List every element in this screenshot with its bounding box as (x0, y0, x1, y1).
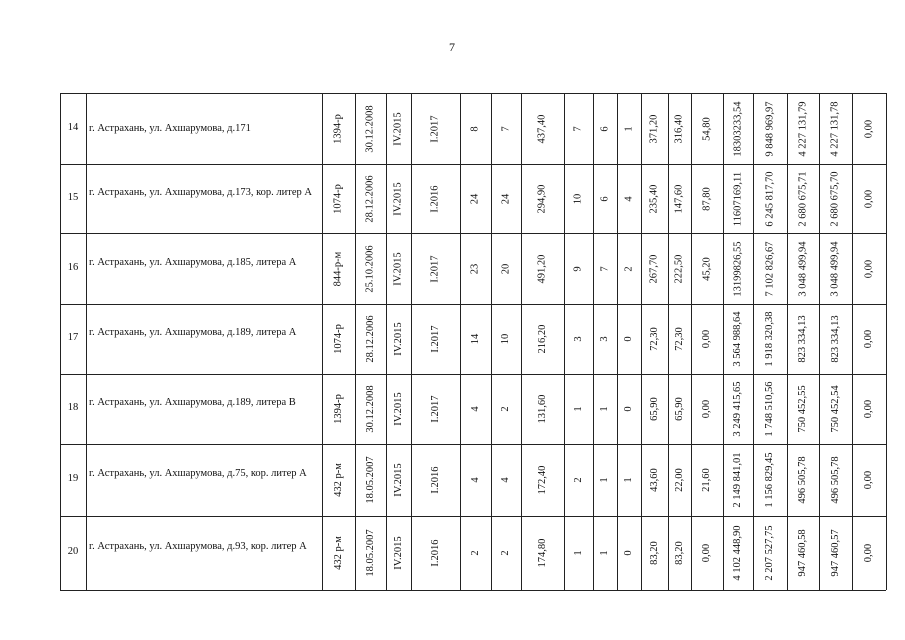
value-cell-a2: 222,50 (673, 254, 685, 283)
value-cell-a3: 54,80 (701, 116, 712, 141)
value-cell-c1: 24 (469, 193, 481, 204)
value-cell-s4: 2 680 675,70 (829, 170, 841, 227)
value-cell-s5: 0,00 (863, 543, 874, 563)
value-cell-s1: 13199826,55 (732, 240, 743, 297)
value-cell-s3: 750 452,55 (797, 385, 808, 433)
value-cell-start: IV.2015 (392, 322, 404, 356)
address-cell: г. Астрахань, ул. Ахшарумова, д.185, литера А (89, 256, 297, 268)
value-cell-a2: 316,40 (673, 114, 685, 143)
value-cell-c2: 4 (500, 477, 511, 483)
value-cell-s2: 1 156 829,45 (764, 452, 775, 508)
address-cell: г. Астрахань, ул. Ахшарумова, д.173, кор. литер А (89, 186, 312, 198)
value-cell-start: IV.2015 (392, 181, 404, 216)
value-cell-r1: 2 (572, 477, 584, 483)
value-cell-doc: 844-р-м (332, 251, 344, 286)
value-cell-s5: 0,00 (863, 470, 874, 490)
value-cell-date: 28.12.2006 (364, 315, 376, 363)
row-border (60, 444, 886, 445)
value-cell-r3: 0 (623, 336, 634, 342)
value-cell-s5: 0,00 (863, 189, 874, 208)
value-cell-start: IV.2015 (392, 536, 404, 570)
value-cell-area: 172,40 (536, 465, 548, 495)
value-cell-r2: 1 (599, 550, 610, 556)
value-cell-s5: 0,00 (863, 119, 874, 138)
row-border (60, 93, 886, 94)
value-cell-a3: 87,80 (701, 186, 712, 211)
value-cell-r3: 0 (623, 550, 634, 556)
value-cell-r1: 1 (572, 550, 584, 556)
value-cell-date: 18.05.2007 (364, 529, 376, 577)
value-cell-r3: 1 (623, 125, 634, 132)
value-cell-r1: 7 (572, 125, 584, 132)
value-cell-c2: 2 (500, 406, 511, 412)
value-cell-c1: 8 (469, 125, 481, 132)
row-border (60, 374, 886, 375)
row-border (60, 590, 886, 591)
value-cell-c2: 20 (500, 263, 511, 274)
value-cell-doc: 432 р-м (332, 463, 344, 497)
value-cell-c2: 10 (500, 333, 511, 345)
value-cell-r2: 6 (599, 195, 610, 202)
value-cell-r3: 0 (623, 406, 634, 412)
page-number: 7 (449, 40, 455, 54)
value-cell-s2: 6 245 817,70 (764, 170, 775, 227)
address-cell: г. Астрахань, ул. Ахшарумова, д.93, кор. литер А (89, 541, 307, 552)
value-cell-r3: 2 (623, 265, 634, 272)
row-border (60, 233, 886, 234)
value-cell-s4: 4 227 131,78 (829, 100, 841, 157)
row-number: 16 (67, 261, 79, 273)
value-cell-a1: 65,90 (648, 397, 660, 421)
value-cell-r3: 1 (623, 477, 634, 483)
address-cell: г. Астрахань, ул. Ахшарумова, д.189, литера В (89, 397, 296, 408)
value-cell-end: I.2016 (429, 539, 441, 567)
row-number: 20 (67, 546, 79, 557)
value-cell-c1: 23 (469, 263, 481, 274)
value-cell-a1: 267,70 (648, 254, 660, 283)
row-number: 15 (67, 191, 79, 203)
value-cell-s1: 3 249 415,65 (732, 381, 743, 437)
value-cell-c1: 2 (469, 550, 481, 556)
row-border (60, 304, 886, 305)
value-cell-date: 30.12.2008 (364, 104, 376, 153)
value-cell-a2: 147,60 (673, 184, 685, 213)
column-border (886, 93, 887, 590)
value-cell-s4: 947 460,57 (829, 529, 841, 577)
value-cell-start: IV.2015 (392, 251, 404, 286)
value-cell-s1: 18303233,54 (732, 100, 743, 157)
value-cell-r1: 10 (572, 193, 584, 204)
value-cell-doc: 1394-р (332, 113, 344, 144)
value-cell-a1: 235,40 (648, 184, 660, 213)
value-cell-a3: 0,00 (701, 329, 712, 349)
value-cell-area: 491,20 (536, 254, 548, 283)
value-cell-s1: 3 564 988,64 (732, 311, 743, 367)
value-cell-c2: 2 (500, 550, 511, 556)
value-cell-a3: 0,00 (701, 399, 712, 419)
value-cell-c1: 4 (469, 477, 481, 483)
value-cell-r2: 3 (599, 336, 610, 342)
value-cell-area: 174,80 (536, 538, 548, 568)
value-cell-doc: 432 р-м (332, 536, 344, 570)
address-cell: г. Астрахань, ул. Ахшарумова, д.189, литера А (89, 327, 297, 338)
value-cell-r1: 3 (572, 336, 584, 342)
value-cell-s4: 750 452,54 (829, 385, 841, 433)
value-cell-c1: 14 (469, 333, 481, 345)
row-number: 19 (67, 473, 79, 484)
value-cell-a2: 22,00 (673, 468, 685, 492)
value-cell-a2: 65,90 (673, 397, 685, 421)
value-cell-doc: 1074-р (332, 324, 344, 354)
value-cell-end: I.2017 (429, 325, 441, 353)
value-cell-s2: 1 918 320,38 (764, 311, 775, 367)
value-cell-s3: 823 334,13 (797, 315, 808, 363)
value-cell-date: 28.12.2006 (364, 174, 376, 223)
value-cell-date: 18.05.2007 (364, 456, 376, 504)
value-cell-r3: 4 (623, 195, 634, 202)
value-cell-s4: 823 334,13 (829, 315, 841, 363)
value-cell-a1: 371,20 (648, 114, 660, 143)
value-cell-r2: 1 (599, 477, 610, 483)
value-cell-r1: 9 (572, 265, 584, 272)
value-cell-end: I.2016 (429, 466, 441, 494)
value-cell-start: IV.2015 (392, 463, 404, 497)
row-number: 18 (67, 402, 79, 413)
value-cell-date: 25.10.2006 (364, 244, 376, 293)
value-cell-s4: 496 505,78 (829, 456, 841, 504)
value-cell-date: 30.12.2008 (364, 385, 376, 433)
row-border (60, 164, 886, 165)
value-cell-a2: 83,20 (673, 541, 685, 565)
value-cell-a1: 43,60 (648, 468, 660, 492)
value-cell-s3: 4 227 131,79 (797, 100, 808, 157)
value-cell-end: I.2017 (429, 254, 441, 283)
value-cell-area: 437,40 (536, 114, 548, 143)
value-cell-end: I.2016 (429, 184, 441, 213)
value-cell-r2: 7 (599, 265, 610, 272)
value-cell-c1: 4 (469, 406, 481, 412)
value-cell-s4: 3 048 499,94 (829, 240, 841, 297)
value-cell-s1: 2 149 841,01 (732, 452, 743, 508)
value-cell-a1: 83,20 (648, 541, 660, 565)
value-cell-doc: 1074-р (332, 183, 344, 214)
value-cell-a3: 45,20 (701, 256, 712, 281)
value-cell-s1: 11607169,11 (732, 171, 743, 226)
value-cell-start: IV.2015 (392, 392, 404, 426)
row-number: 14 (67, 121, 79, 133)
value-cell-start: IV.2015 (392, 111, 404, 146)
value-cell-a3: 0,00 (701, 543, 712, 563)
value-cell-s5: 0,00 (863, 259, 874, 278)
value-cell-area: 294,90 (536, 184, 548, 213)
value-cell-s5: 0,00 (863, 329, 874, 349)
value-cell-s2: 7 102 826,67 (764, 240, 775, 297)
value-cell-area: 131,60 (536, 394, 548, 424)
value-cell-s2: 9 848 969,97 (764, 100, 775, 157)
value-cell-s1: 4 102 448,90 (732, 525, 743, 581)
address-cell: г. Астрахань, ул. Ахшарумова, д.75, кор. литер А (89, 468, 307, 479)
address-cell: г. Астрахань, ул. Ахшарумова, д.171 (89, 123, 251, 134)
value-cell-area: 216,20 (536, 324, 548, 354)
value-cell-s2: 1 748 510,56 (764, 381, 775, 437)
value-cell-a3: 21,60 (701, 468, 712, 492)
value-cell-end: I.2017 (429, 395, 441, 423)
value-cell-doc: 1394-р (332, 394, 344, 424)
row-number: 17 (67, 332, 79, 343)
row-border (60, 516, 886, 517)
value-cell-a1: 72,30 (648, 327, 660, 351)
value-cell-s3: 3 048 499,94 (797, 240, 808, 297)
value-cell-end: I.2017 (429, 114, 441, 143)
value-cell-c2: 7 (500, 125, 511, 132)
value-cell-s2: 2 207 527,75 (764, 525, 775, 581)
value-cell-a2: 72,30 (673, 327, 685, 351)
value-cell-c2: 24 (500, 193, 511, 204)
value-cell-r1: 1 (572, 406, 584, 412)
value-cell-s5: 0,00 (863, 399, 874, 419)
value-cell-s3: 2 680 675,71 (797, 170, 808, 227)
value-cell-r2: 1 (599, 406, 610, 412)
value-cell-r2: 6 (599, 125, 610, 132)
value-cell-s3: 947 460,58 (797, 529, 808, 577)
value-cell-s3: 496 505,78 (797, 456, 808, 504)
